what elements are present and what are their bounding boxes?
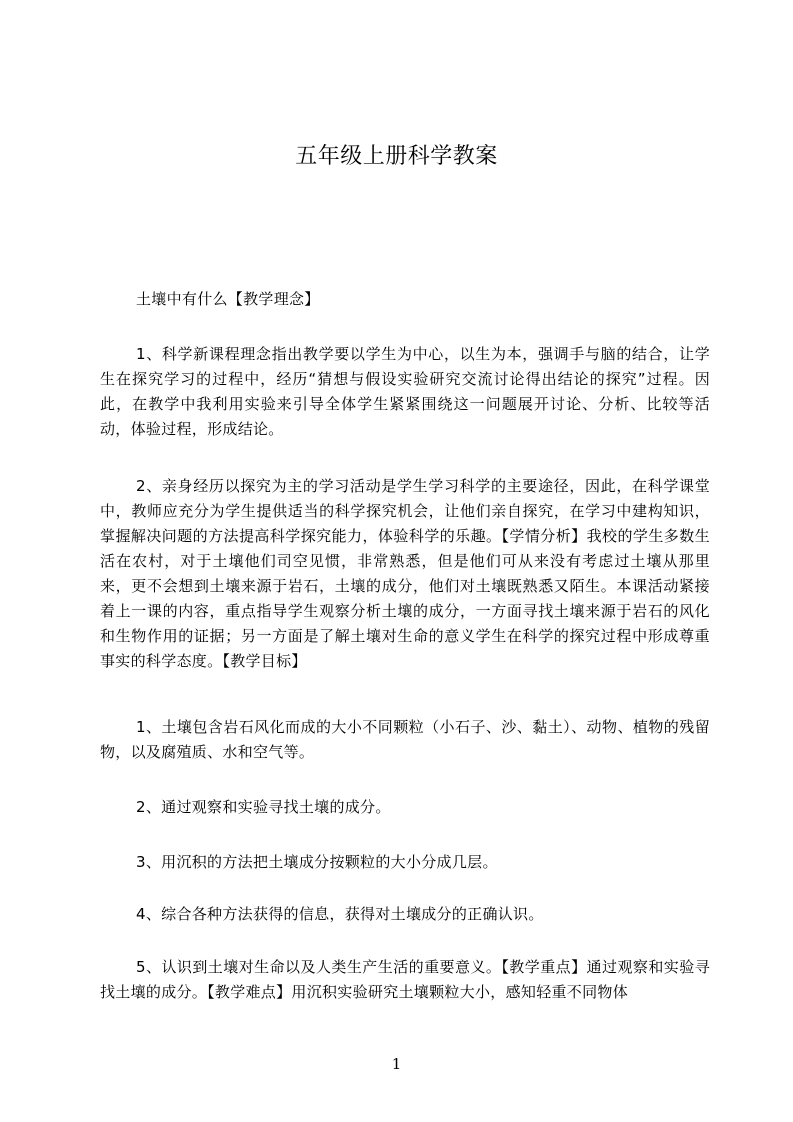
- lesson-heading: 土壤中有什么【教学理念】: [136, 290, 320, 308]
- page-number: 1: [391, 1055, 402, 1073]
- paragraph-objective-5: 5、认识到土壤对生命以及人类生产生活的重要意义。【教学重点】通过观察和实验寻找土壤的成分。【教学难点】用沉积实验研究土壤颗粒大小，感知轻重不同物体: [100, 958, 710, 1001]
- paragraph-objective-4: 4、综合各种方法获得的信息，获得对土壤成分的正确认识。: [136, 905, 544, 923]
- paragraph-objective-1: 1、土壤包含岩石风化而成的大小不同颗粒（小石子、沙、黏土）、动物、植物的残留物，以及腐殖质、水和空气等。: [100, 718, 710, 761]
- paragraph-objective-2: 2、通过观察和实验寻找土壤的成分。: [136, 798, 391, 816]
- paragraph-teaching-concept-2: 2、亲身经历以探究为主的学习活动是学生学习科学的主要途径，因此，在科学课堂中，教师应充分为学生提供适当的科学探究机会，让他们亲自探究，在学习中建构知识，掌握解决问题的方法提高科学探究能力，体验科学的乐趣。【学情分析】我校的学生多数生活在农村，对于土壤他们司空见惯，非常熟悉，但是他们可从来没有考虑过土壤从那里来，更不会想到土壤来源于岩石，土壤的成分，他们对土壤既熟悉又陌生。本课活动紧接着上一课的内容，重点指导学生观察分析土壤的成分，一方面寻找土壤来源于岩石的风化和生物作用的证据；另一方面是了解土壤对生命的意义学生在科学的探究过程中形成尊重事实的科学态度。【教学目标】: [100, 477, 710, 670]
- paragraph-teaching-concept-1: 1、科学新课程理念指出教学要以学生为中心，以生为本，强调手与脑的结合，让学生在探究学习的过程中，经历“猜想与假设实验研究交流讨论得出结论的探究”过程。因此，在教学中我利用实验来引导全体学生紧紧围绕这一问题展开讨论、分析、比较等活动，体验过程，形成结论。: [100, 345, 710, 438]
- paragraph-objective-3: 3、用沉积的方法把土壤成分按颗粒的大小分成几层。: [136, 853, 498, 871]
- document-title: 五年级上册科学教案: [295, 144, 498, 169]
